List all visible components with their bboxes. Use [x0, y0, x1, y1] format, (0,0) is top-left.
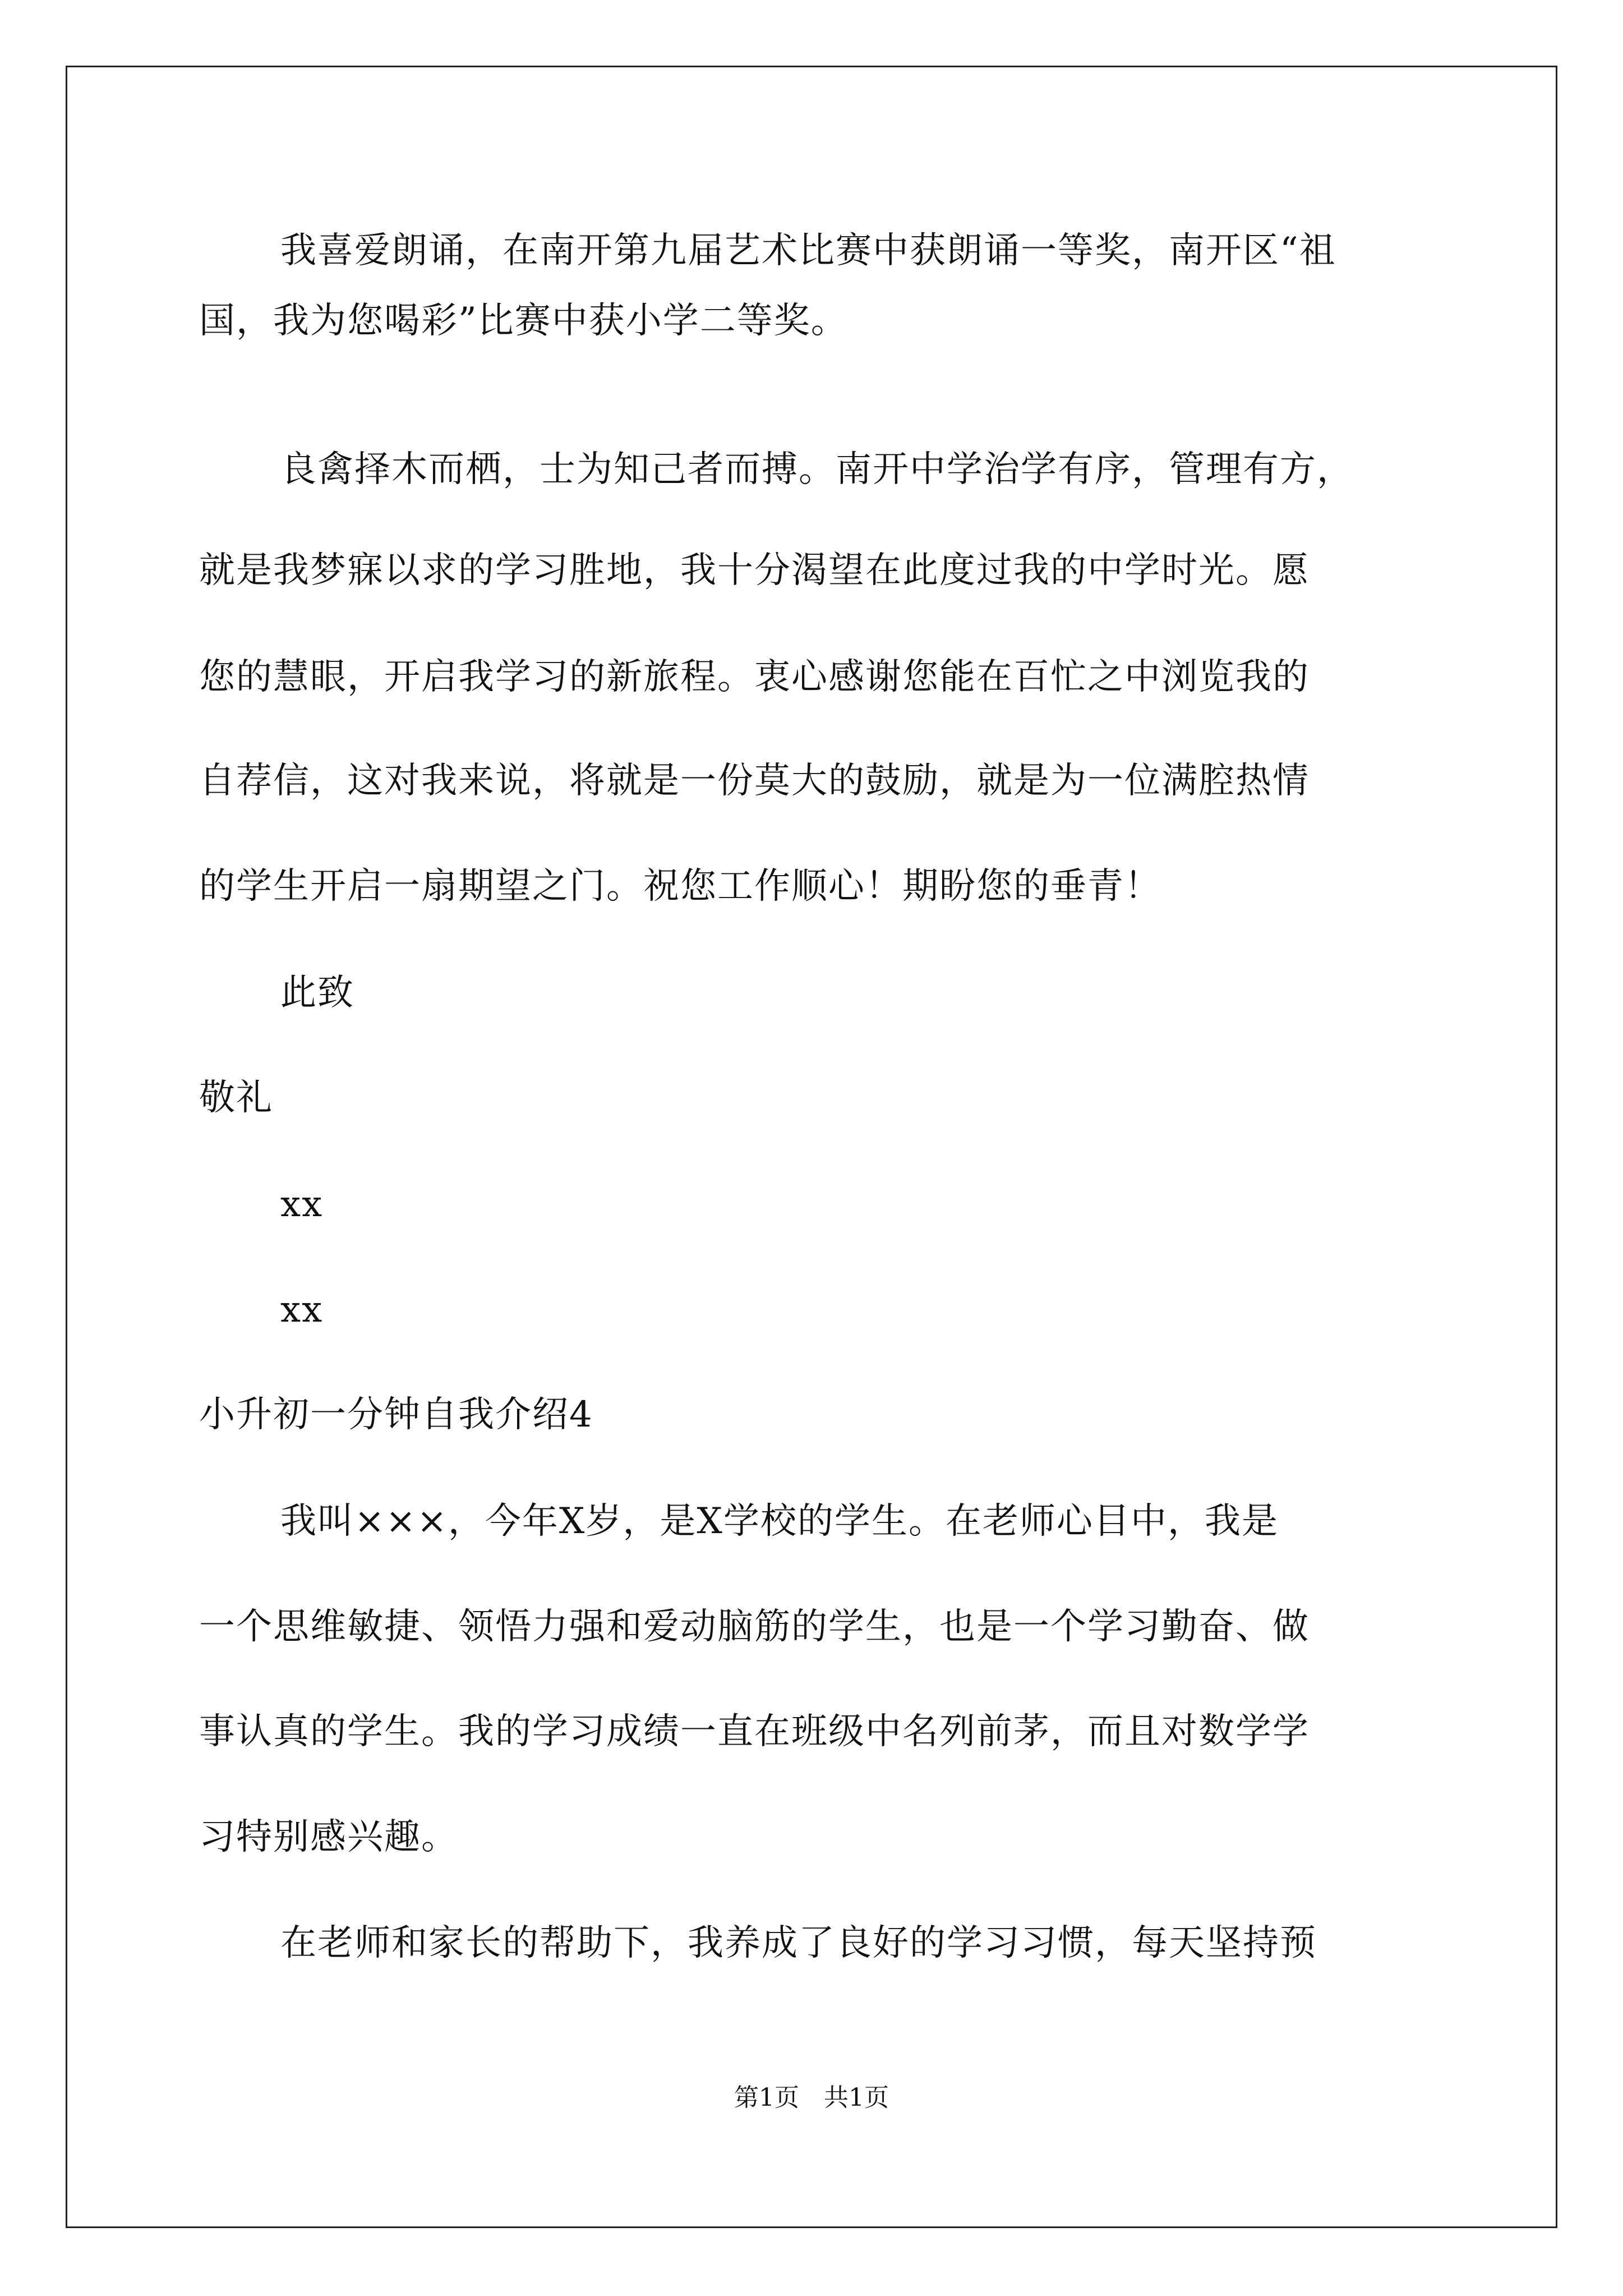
section-heading: 小升初一分钟自我介绍4: [199, 1394, 593, 1435]
paragraph-line: 就是我梦寐以求的学习胜地，我十分渴望在此度过我的中学时光。愿: [199, 550, 1310, 591]
salutation: 敬礼: [199, 1077, 273, 1119]
paragraph-line: 自荐信，这对我来说，将就是一份莫大的鼓励，就是为一位满腔热情: [199, 760, 1310, 802]
paragraph-line: 我喜爱朗诵，在南开第九届艺术比赛中获朗诵一等奖，南开区“祖: [280, 230, 1336, 272]
paragraph-line: 的学生开启一扇期望之门。祝您工作顺心！期盼您的垂青！: [199, 866, 1161, 907]
paragraph-line: 您的慧眼，开启我学习的新旅程。衷心感谢您能在百忙之中浏览我的: [199, 656, 1310, 698]
paragraph-line: 在老师和家长的帮助下，我养成了良好的学习习惯，每天坚持预: [280, 1922, 1317, 1964]
paragraph-line: 我叫×××，今年X岁，是X学校的学生。在老师心目中，我是: [280, 1501, 1279, 1542]
paragraph-line: 事认真的学生。我的学习成绩一直在班级中名列前茅，而且对数学学: [199, 1711, 1310, 1752]
page-border: [66, 66, 1557, 2228]
page-footer: 第1页 共1页: [734, 2083, 889, 2112]
signature-date: xx: [280, 1289, 324, 1331]
paragraph-line: 习特别感兴趣。: [199, 1816, 458, 1858]
paragraph-line: 国，我为您喝彩”比赛中获小学二等奖。: [199, 300, 848, 342]
paragraph-line: 良禽择木而栖，士为知己者而搏。南开中学治学有序，管理有方，: [280, 449, 1354, 490]
signature-name: xx: [280, 1184, 324, 1225]
closing-phrase: 此致: [280, 972, 354, 1014]
paragraph-line: 一个思维敏捷、领悟力强和爱动脑筋的学生，也是一个学习勤奋、做: [199, 1606, 1310, 1648]
